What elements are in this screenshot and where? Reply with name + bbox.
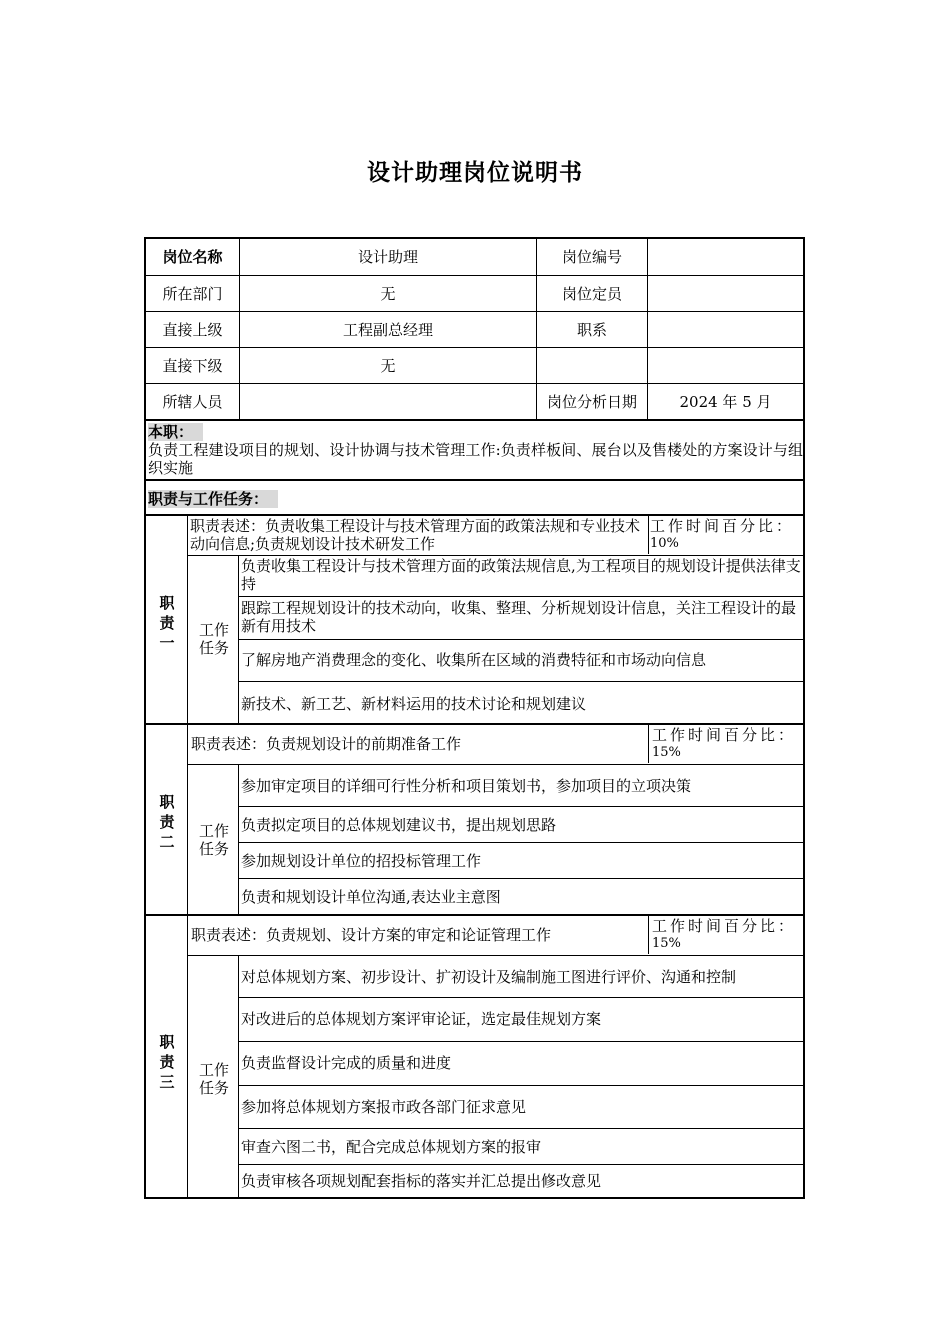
value-analysis-date: 2024 年 5 月: [679, 392, 772, 411]
label-subordinate: 直接下级: [162, 356, 223, 375]
responsibility-2-task-2: 负责拟定项目的总体规划建议书，提出规划思路: [241, 815, 557, 834]
responsibility-1-description: 职责表述：负责收集工程设计与技术管理方面的政策法规和专业技术动向信息;负责规划设计技术研发工作: [190, 517, 641, 553]
responsibility-2-time: [652, 726, 802, 764]
label-empty: [537, 348, 647, 383]
responsibility-3-task-3: 负责监督设计完成的质量和进度: [241, 1054, 452, 1072]
page-title: 设计助理岗位说明书: [367, 160, 583, 186]
label-position-name: 岗位名称: [162, 248, 223, 266]
responsibility-3-task-5: 审查六图二书，配合完成总体规划方案的报审: [241, 1137, 542, 1156]
responsibility-3-task-1: 对总体规划方案、初步设计、扩初设计及编制施工图进行评价、沟通和控制: [241, 967, 737, 986]
responsibility-1-task-1: 负责收集工程设计与技术管理方面的政策法规信息,为工程项目的规划设计提供法律支持: [241, 557, 801, 593]
responsibility-2-task-3: 参加规划设计单位的招投标管理工作: [241, 851, 482, 870]
responsibility-3-task-2: 对改进后的总体规划方案评审论证，选定最佳规划方案: [241, 1010, 602, 1028]
responsibility-2-task-4: 负责和规划设计单位沟通,表达业主意图: [241, 887, 501, 906]
value-job-family: [648, 312, 803, 347]
responsibility-3-description: 职责表述：负责规划、设计方案的审定和论证管理工作: [191, 926, 552, 944]
job-description-table: [144, 237, 805, 1199]
value-subordinate: 无: [380, 356, 396, 375]
label-job-family: 职系: [576, 320, 607, 339]
responsibility-1-label: 职 责 一: [159, 594, 175, 652]
label-department: 所在部门: [162, 284, 223, 303]
responsibility-3-time-value: 15%: [652, 936, 681, 951]
value-headcount: [648, 276, 803, 311]
responsibility-2-task-label: 工作任务: [198, 822, 229, 858]
responsibility-3-task-4: 参加将总体规划方案报市政各部门征求意见: [241, 1098, 527, 1116]
responsibility-3-task-6: 负责审核各项规划配套指标的落实并汇总提出修改意见: [241, 1172, 602, 1190]
responsibility-3-task-label: 工作任务: [198, 1061, 229, 1097]
responsibility-1-task-2: 跟踪工程规划设计的技术动向，收集、整理、分析规划设计信息，关注工程设计的最新有用技术: [241, 599, 797, 635]
responsibility-1-task-3: 了解房地产消费理念的变化、收集所在区域的消费特征和市场动向信息: [241, 651, 707, 669]
responsibility-2-time-label: 工作时间百分比：: [652, 726, 797, 744]
tasks-heading: 职责与工作任务：: [148, 490, 278, 508]
value-position-name: 设计助理: [357, 248, 418, 266]
responsibility-1-time-label: 工作时间百分比：: [650, 517, 795, 535]
responsibility-1-time: [650, 517, 802, 555]
label-supervisor: 直接上级: [162, 320, 223, 339]
responsibility-2-time-value: 15%: [652, 745, 681, 760]
responsibility-3-label: 职 责 三: [159, 1033, 175, 1091]
duty-heading-row: [148, 423, 801, 441]
responsibility-3-time-label: 工作时间百分比：: [652, 917, 797, 935]
duty-text: 负责工程建设项目的规划、设计协调与技术管理工作:负责样板间、展台以及售楼处的方案设计与组织实施: [148, 441, 803, 477]
value-department: 无: [380, 284, 396, 303]
label-analysis-date: 岗位分析日期: [546, 392, 637, 411]
label-headcount: 岗位定员: [561, 284, 622, 303]
responsibility-2-task-1: 参加审定项目的详细可行性分析和项目策划书，参加项目的立项决策: [241, 776, 692, 795]
value-empty: [648, 348, 803, 383]
responsibility-3-time: [652, 917, 802, 955]
responsibility-1-task-4: 新技术、新工艺、新材料运用的技术讨论和规划建议: [241, 695, 587, 713]
value-position-code: [648, 239, 803, 275]
responsibility-1-time-value: 10%: [650, 536, 679, 551]
duty-heading: 本职：: [148, 423, 203, 441]
label-staff: 所辖人员: [162, 392, 223, 411]
responsibility-2-label: 职 责 二: [159, 793, 175, 851]
responsibility-1-task-label: 工作任务: [198, 621, 229, 657]
value-supervisor: 工程副总经理: [342, 320, 433, 339]
tasks-heading-row: [148, 490, 801, 508]
responsibility-2-description: 职责表述：负责规划设计的前期准备工作: [191, 735, 462, 753]
label-position-code: 岗位编号: [561, 248, 622, 266]
value-staff: [240, 384, 536, 419]
